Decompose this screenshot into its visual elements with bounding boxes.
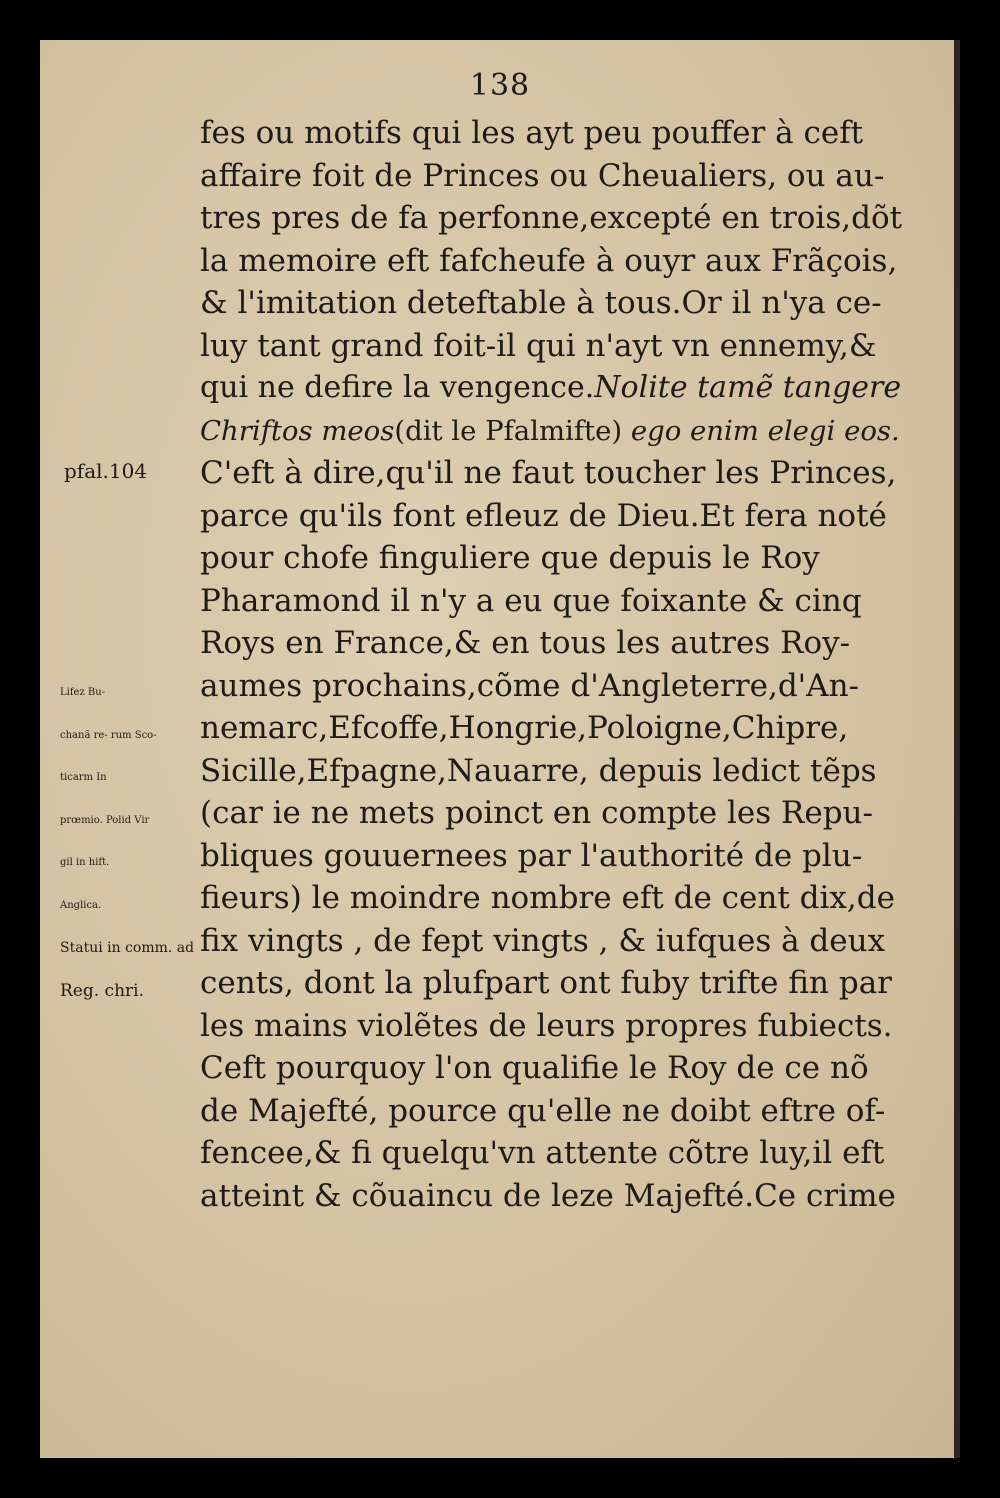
text-run: cents, dont la plufpart ont fuby trifte fin par xyxy=(200,965,892,1001)
text-line xyxy=(200,1090,910,1133)
text-run: C'eft à dire,qu'il ne faut toucher les Princes, xyxy=(200,455,897,491)
text-line xyxy=(200,835,910,878)
margin-note-line: ticarm In xyxy=(60,772,107,783)
margin-note-line: gil in hift. xyxy=(60,857,110,868)
text-run: Pharamond il n'y a eu que foixante & cinq xyxy=(200,582,862,619)
text-run: & l'imitation deteftable à tous.Or il n'ya ce- xyxy=(200,285,882,321)
text-line xyxy=(200,622,910,665)
text-run: fieurs) le moindre nombre eft de cent dix,de xyxy=(200,880,895,916)
text-run: bliques gouuernees par l'authorité de plu- xyxy=(200,837,863,874)
text-run: (car ie ne mets poinct en compte les Repu- xyxy=(200,795,873,831)
text-run: fes ou motifs qui les ayt peu pouffer à ceft xyxy=(200,115,864,151)
margin-note-line: Lifez Bu- xyxy=(60,687,106,698)
citation-note xyxy=(60,672,194,1012)
text-run: Chriftos meos xyxy=(200,414,395,447)
text-line xyxy=(200,1175,910,1218)
text-line xyxy=(200,707,910,750)
text-line xyxy=(200,282,910,325)
text-line xyxy=(200,920,910,963)
text-run: ego enim elegi eos. xyxy=(630,414,900,447)
text-line xyxy=(200,1005,910,1048)
text-line xyxy=(200,367,910,410)
text-line xyxy=(200,877,910,920)
margin-note-line: Reg. chri. xyxy=(60,980,144,1001)
text-run: aumes prochains,cõme d'Angleterre,d'An- xyxy=(200,667,860,704)
text-run: pour chofe finguliere que depuis le Roy xyxy=(200,540,820,576)
text-line xyxy=(200,197,910,240)
margin-notes xyxy=(60,40,195,1458)
psalm-reference: pfal.104 xyxy=(64,459,148,483)
text-line xyxy=(200,1047,910,1090)
text-run: les mains violẽtes de leurs propres fubiects. xyxy=(200,1007,893,1044)
text-line xyxy=(200,750,910,793)
text-run: Sicille,Efpagne,Nauarre, depuis ledict tẽps xyxy=(200,752,877,789)
margin-note-line: prœmio. Polid Vir xyxy=(60,814,150,826)
text-run: (dit le Pfalmifte) xyxy=(394,414,631,447)
text-line xyxy=(200,112,910,155)
text-run: luy tant grand foit-il qui n'ayt vn ennemy,& xyxy=(200,327,877,364)
text-run: Roys en France,& en tous les autres Roy- xyxy=(200,625,851,661)
text-run: qui ne defire la vengence. xyxy=(200,370,595,405)
text-run: Ceft pourquoy l'on qualifie le Roy de ce nõ xyxy=(200,1050,869,1086)
text-run: fix vingts , de fept vingts , & iufques à deux xyxy=(200,922,886,959)
body-text xyxy=(200,112,910,1217)
text-run: atteint & cõuaincu de leze Majefté.Ce crime xyxy=(200,1177,896,1214)
text-line xyxy=(200,410,910,453)
book-page xyxy=(40,40,960,1458)
text-line xyxy=(200,665,910,708)
text-run: de Majefté, pource qu'elle ne doibt eftre of- xyxy=(200,1092,886,1129)
text-line xyxy=(200,155,910,198)
text-line xyxy=(200,1132,910,1175)
text-line xyxy=(200,537,910,580)
text-line xyxy=(200,792,910,835)
text-line xyxy=(200,580,910,623)
margin-note-line: Anglica. xyxy=(60,899,102,911)
text-line xyxy=(200,325,910,368)
text-line xyxy=(200,962,910,1005)
text-run: Nolite tamẽ tangere xyxy=(594,370,902,405)
page-number: 138 xyxy=(469,68,531,103)
text-run: la memoire eft fafcheufe à ouyr aux Frãçois, xyxy=(200,242,898,279)
margin-note-line: Statui in comm. ad xyxy=(60,940,195,956)
text-run: affaire foit de Princes ou Cheualiers, ou au- xyxy=(200,157,885,194)
text-line xyxy=(200,452,910,495)
text-line xyxy=(200,495,910,538)
text-line xyxy=(200,240,910,283)
text-run: fencee,& fi quelqu'vn attente cõtre luy,il eft xyxy=(200,1135,885,1171)
text-run: nemarc,Efcoffe,Hongrie,Poloigne,Chipre, xyxy=(200,710,849,746)
text-run: parce qu'ils font efleuz de Dieu.Et fera noté xyxy=(200,497,887,534)
text-run: tres pres de fa perfonne,excepté en trois,dõt xyxy=(200,200,903,236)
page-edge-shadow xyxy=(954,40,960,1458)
margin-note-line: chanã re- rum Sco- xyxy=(60,729,157,741)
